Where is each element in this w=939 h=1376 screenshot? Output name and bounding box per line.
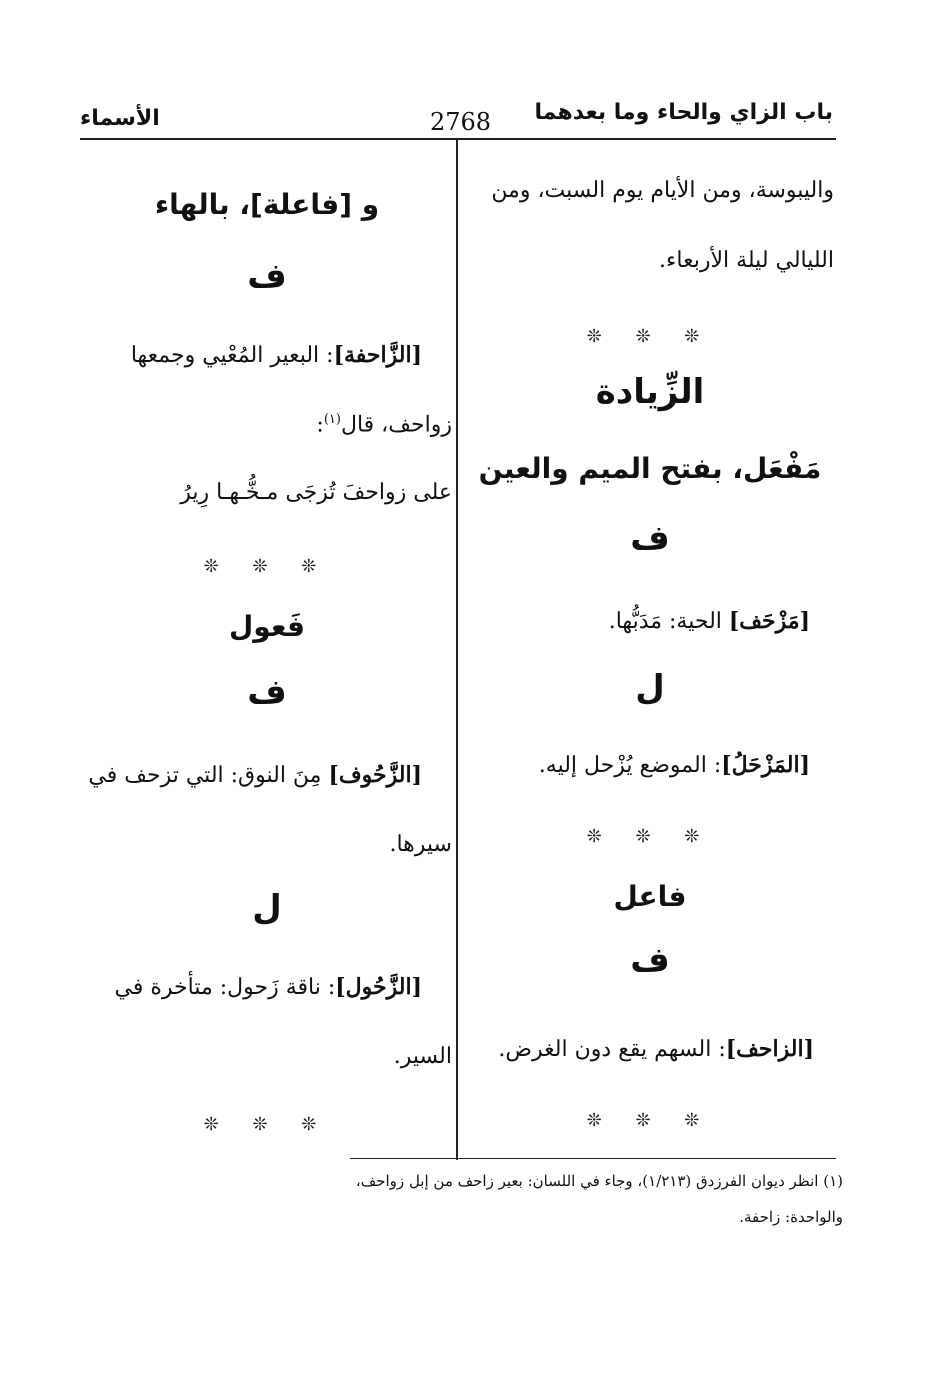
right-column — [466, 0, 834, 1376]
page-number: 2768 — [430, 108, 492, 136]
separator-stars: ❊ ❊ ❊ — [203, 1114, 331, 1135]
separator-stars: ❊ ❊ ❊ — [586, 326, 714, 347]
pattern-heading: و [فاعلة]، بالهاء — [154, 188, 380, 221]
text-line: الليالي ليلة الأربعاء. — [659, 248, 834, 273]
column-divider — [456, 140, 458, 1160]
entry-definition: الحية: مَدَبُّها. — [608, 609, 729, 634]
text-line: واليبوسة، ومن الأيام يوم السبت، ومن — [491, 178, 834, 203]
entry-definition: : السهم يقع دون الغرض. — [498, 1037, 726, 1062]
entry-definition: : الموضع يُزْحل إليه. — [538, 753, 722, 778]
running-head-chapter: باب الزاي والحاء وما بعدهما — [534, 100, 833, 125]
separator-stars: ❊ ❊ ❊ — [586, 826, 714, 847]
section-heading: الزِّيادة — [595, 372, 705, 412]
pattern-heading: فَعول — [229, 610, 305, 643]
text-line — [316, 412, 452, 437]
dictionary-entry — [88, 762, 422, 788]
pattern-heading: فاعل — [613, 880, 687, 913]
left-column — [82, 0, 452, 1376]
dictionary-entry — [609, 608, 810, 634]
entry-headword: [الزَّحُول] — [335, 974, 422, 1000]
continuation-text: زواحف، قال — [340, 412, 452, 438]
entry-definition: : البعير المُعْيي وجمعها — [130, 343, 334, 368]
entry-headword: [الزَّاحفة] — [333, 342, 422, 368]
entry-definition: مِنَ النوق: التي تزحف في — [88, 763, 329, 788]
entry-headword: [المَزْحَلُ] — [721, 752, 810, 778]
letter-heading: ل — [252, 888, 282, 928]
colon: : — [316, 412, 324, 438]
pattern-heading: مَفْعَل، بفتح الميم والعين — [478, 452, 822, 485]
letter-heading: ف — [630, 518, 670, 558]
dictionary-entry — [131, 342, 422, 368]
letter-heading: ف — [247, 672, 287, 712]
dictionary-entry — [539, 752, 810, 778]
footnote-line: (١) انظر ديوان الفرزدق (١/٢١٣)، وجاء في اللسان: بعير زاحف من إبل زواحف، — [355, 1172, 843, 1190]
dictionary-entry — [498, 1036, 814, 1062]
separator-stars: ❊ ❊ ❊ — [203, 556, 331, 577]
entry-headword: [الزاحف] — [725, 1036, 814, 1062]
entry-headword: [الزَّحُوف] — [328, 762, 422, 788]
verse-line: على زواحفَ تُزجَى مـخُّـهـا رِيرُ — [180, 480, 452, 505]
running-head-section: الأسماء — [80, 106, 160, 131]
entry-definition: : ناقة زَحول: متأخرة في — [114, 975, 336, 1000]
entry-headword: [مَزْحَف] — [728, 608, 810, 634]
text-line: السير. — [393, 1044, 452, 1069]
separator-stars: ❊ ❊ ❊ — [586, 1110, 714, 1131]
footnote-ref: (١) — [323, 412, 341, 427]
letter-heading: ل — [635, 668, 665, 708]
text-line: سيرها. — [389, 832, 452, 857]
footnote-line: والواحدة: زاحفة. — [739, 1208, 843, 1226]
letter-heading: ف — [630, 940, 670, 980]
dictionary-entry — [115, 974, 423, 1000]
letter-heading: ف — [247, 256, 287, 296]
